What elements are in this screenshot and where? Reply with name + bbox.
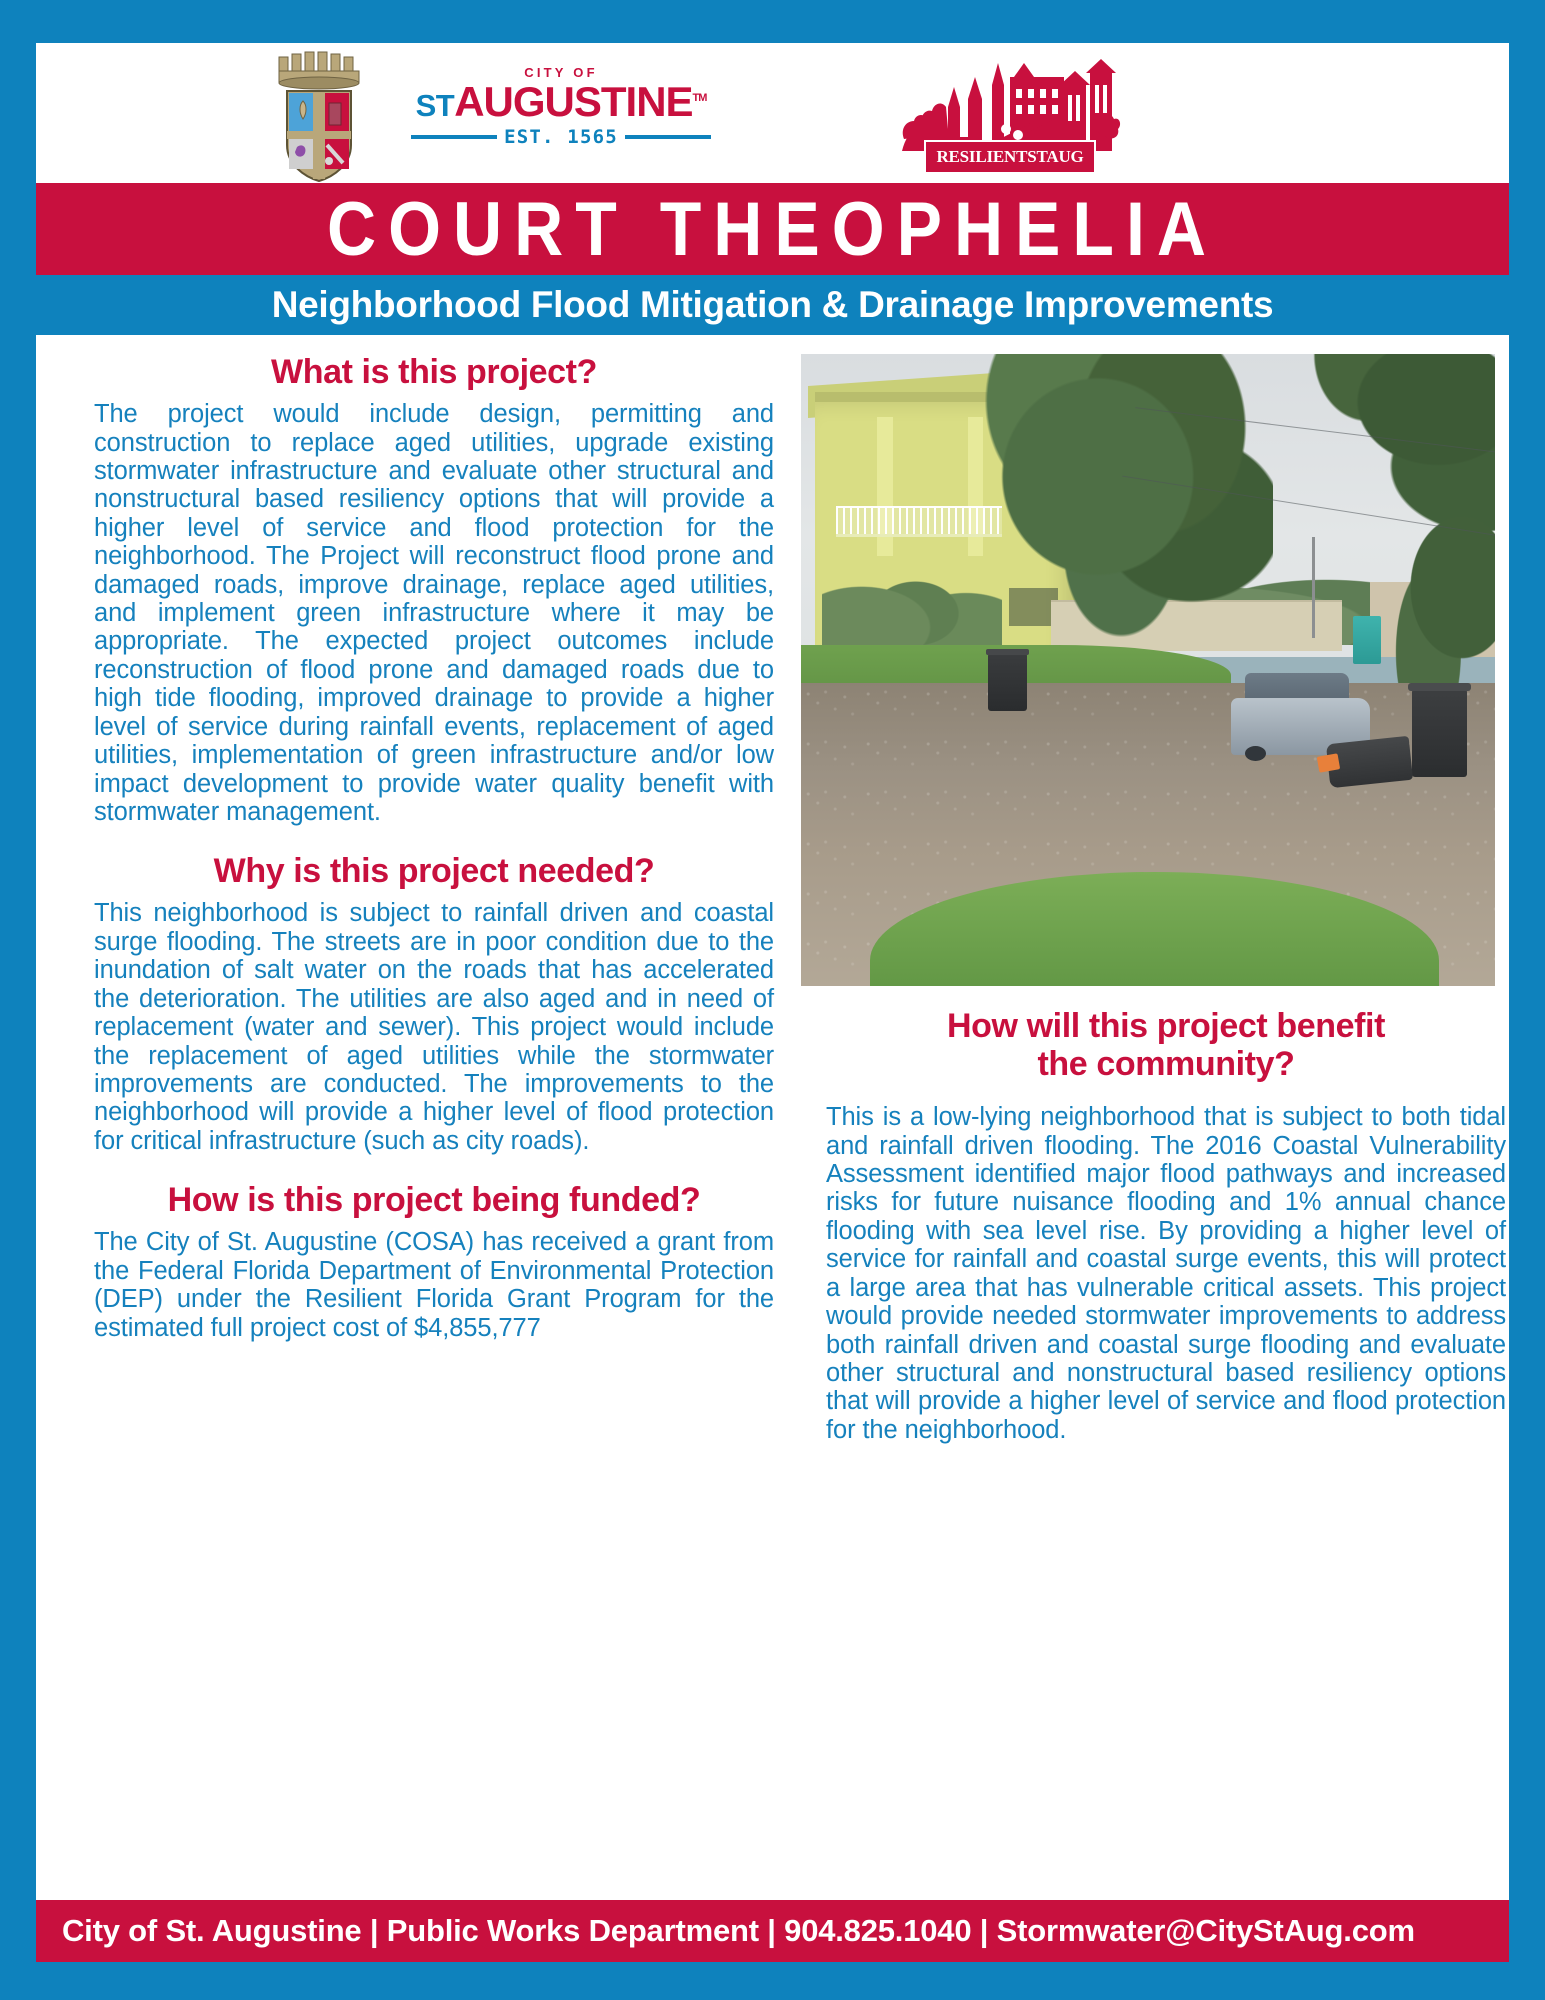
flyer-sheet [36, 43, 1509, 1962]
page-subtitle: Neighborhood Flood Mitigation & Drainage Improvements [271, 284, 1274, 325]
crown-icon [277, 51, 361, 91]
text-what-is-this-project: The project would include design, permitting and construction to replace aged utilities, upgrade existing stormwater infrastructure and evaluate other structural and nonstructural based resiliency options that will provide a higher level of service and flood protection for the neighborhood. The Project will reconstruct flood prone and damaged roads, improve drainage, replace aged utilities, and implement green infrastructure where it may be appropriate. The expected project outcomes include reconstruction of flood prone and damaged roads due to high tide flooding, improved drainage to provide a higher level of service during rainfall events, replacement of aged utilities, implementation of green infrastructure and/or low impact development to provide water quality benefit with stormwater management. [94, 400, 774, 826]
flood-photo [798, 351, 1498, 989]
resilient-banner-text: RESILIENTSTAUG [936, 147, 1084, 166]
photo-portable-toilet [1353, 616, 1381, 663]
wordmark-main [396, 78, 726, 125]
shield-icon [285, 89, 353, 183]
wordmark-est-row [396, 126, 726, 148]
content-area [36, 335, 1509, 1900]
city-wordmark [396, 65, 726, 148]
wordmark-tm: TM [692, 92, 707, 104]
resilient-banner [924, 140, 1096, 174]
wordmark-est: EST. 1565 [504, 126, 618, 148]
photo-center-tree [981, 354, 1272, 657]
city-crest-logo [271, 51, 367, 185]
text-how-will-this-project-benefit: This is a low-lying neighborhood that is subject to both tidal and rainfall driven flooding. The 2016 Coastal Vulnerability Assessment identified major flood pathways and increased risks for future nuisance flooding and 1% annual chance flooding with sea level rise. By providing a higher level of service for rainfall and coastal surge events, this will protect a large area that has vulnerable critical assets. This project would provide needed stormwater improvements to address both rainfall driven and coastal surge flooding and evaluate other structural and nonstructural based resiliency options that will provide a higher level of service and flood protection for the neighborhood. [826, 1103, 1506, 1444]
contact-footer-bar [36, 1900, 1509, 1962]
text-how-is-this-project-being-funded: The City of St. Augustine (COSA) has received a grant from the Federal Florida Department of Environmental Protection (DEP) under the Resilient Florida Grant Program for the estimated full project cost of $4,855,777 [94, 1228, 774, 1342]
wordmark-st: ST [415, 88, 455, 123]
photo-trash-bin-tipped [1326, 735, 1413, 788]
photo-right-tree [1384, 480, 1495, 695]
photo-trash-bin-left [988, 654, 1026, 711]
heading-why-is-this-project-needed: Why is this project needed? [213, 852, 655, 891]
photo-car-wheel-front [1245, 746, 1266, 761]
project-title-banner [36, 183, 1509, 275]
rule-left [411, 135, 497, 139]
wordmark-cityof: CITY OF [524, 65, 598, 80]
photo-trash-bin-right [1412, 689, 1468, 777]
page-title: COURT THEOPHELIA [327, 186, 1218, 272]
logo-header-band [36, 43, 1509, 183]
rule-right [625, 135, 711, 139]
heading-how-will-this-project-benefit-the-community [826, 1007, 1506, 1083]
wordmark-augustine: AUGUSTINE [454, 78, 693, 125]
left-column [94, 353, 774, 1342]
heading-how-is-this-project-being-funded: How is this project being funded? [167, 1181, 701, 1220]
heading-what-is-this-project: What is this project? [271, 353, 597, 391]
resilient-staug-logo [896, 55, 1121, 180]
right-column-photo [798, 351, 1498, 989]
photo-utility-pole [1312, 537, 1315, 638]
right-column-benefit [826, 1007, 1506, 1444]
project-subtitle-bar [36, 275, 1509, 335]
text-why-is-this-project-needed: This neighborhood is subject to rainfall driven and coastal surge flooding. The streets are in poor condition due to the inundation of salt water on the roads that has accelerated the deterioration. The utilities are also aged and in need of replacement (water and sewer). This project would include the replacement of aged utilities while the stormwater improvements are conducted. The improvements to the neighborhood will provide a higher level of flood protection for critical infrastructure (such as city roads). [94, 899, 774, 1155]
benefit-heading-line-1: How will this project benefit [947, 1007, 1385, 1045]
benefit-heading-line-2: the community? [1037, 1045, 1295, 1084]
footer-contact-text: City of St. Augustine | Public Works Department | 904.825.1040 | Stormwater@CityStAug.com [62, 1913, 1415, 1948]
flood-photo-image [801, 354, 1495, 986]
photo-balcony-railing-upper [836, 506, 1003, 538]
